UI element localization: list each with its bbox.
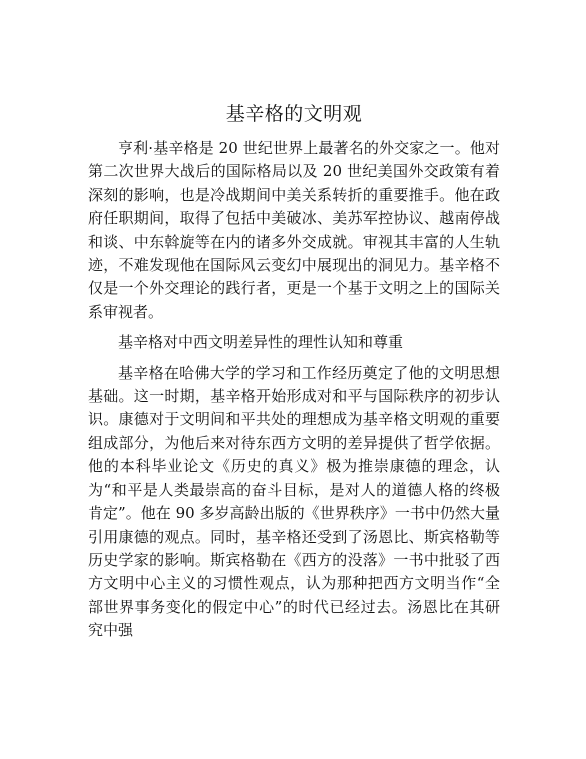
document-title: 基辛格的文明观 <box>225 103 363 125</box>
intro-paragraph: 亨利·基辛格是 20 世纪世界上最著名的外交家之一。他对第二次世界大战后的国际格局以及 20 世纪美国外交政策有着深刻的影响，也是冷战期间中美关系转折的重要推手。他在政府任职期间，取得了包括中美破冰、美苏军控协议、越南停战和谈、中东斡旋等在内的诸多外交成就。审视其丰富的人生轨迹，不难发现他在国际风云变幻中展现出的洞见力。基辛格不仅是一个外交理论的践行者，更是一个基于文明之上的国际关系审视者。 <box>88 139 500 321</box>
document-body <box>88 100 500 643</box>
section-paragraph: 基辛格在哈佛大学的学习和工作经历奠定了他的文明思想基础。这一时期，基辛格开始形成对和平与国际秩序的初步认识。康德对于文明间和平共处的理想成为基辛格文明观的重要组成部分，为他后来对待东西方文明的差异提供了哲学依据。他的本科毕业论文《历史的真义》极为推崇康德的理念，认为“和平是人类最崇高的奋斗目标，是对人的道德人格的终极肯定”。他在 90 多岁高龄出版的《世界秩序》一书中仍然大量引用康德的观点。同时，基辛格还受到了汤恩比、斯宾格勒等历史学家的影响。斯宾格勒在《西方的没落》一书中批驳了西方文明中心主义的习惯性观点，认为那种把西方文明当作“全部世界事务变化的假定中心”的时代已经过去。汤恩比在其研究中强 <box>88 363 500 640</box>
section-heading: 基辛格对中西文明差异性的理性认知和尊重 <box>118 333 404 352</box>
